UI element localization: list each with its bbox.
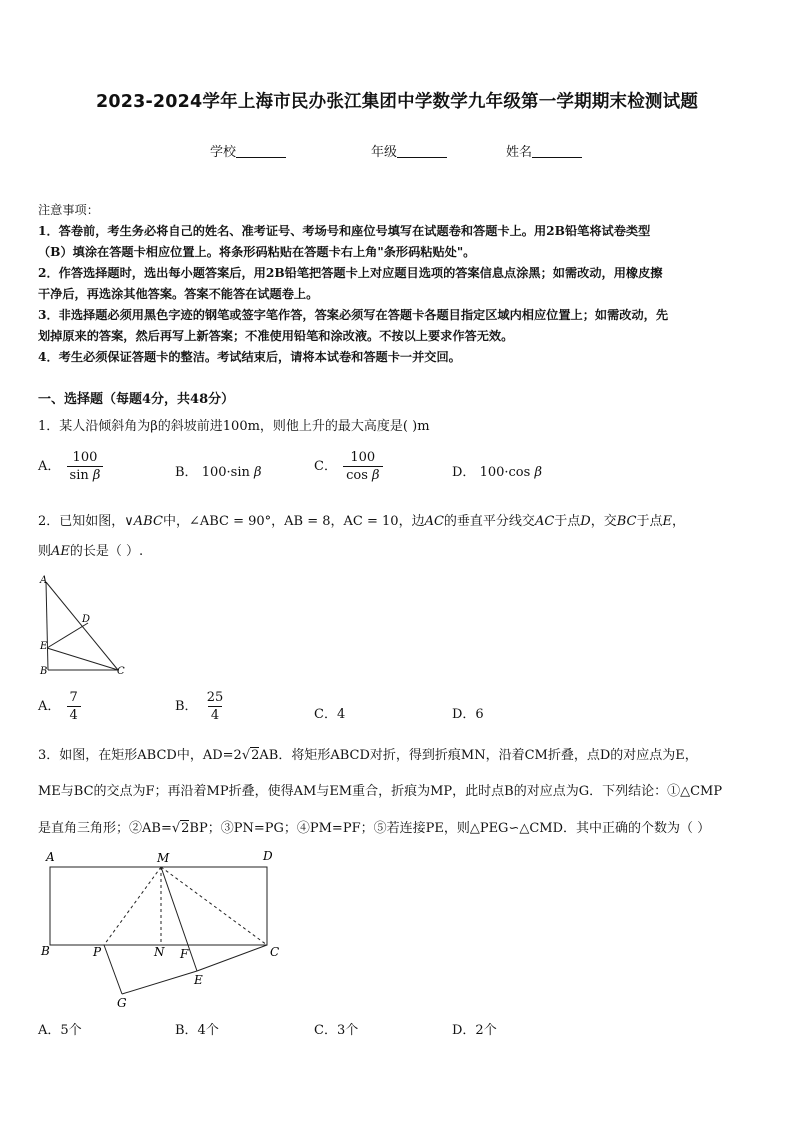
label-d: D [82,614,91,625]
point: D [580,514,591,529]
name-field[interactable] [506,141,582,160]
numerator: 7 [69,690,78,705]
q1-option-d[interactable] [452,461,542,480]
notice-line: 2．作答选择题时，选出每小题答案后，用2B铅笔把答题卡上对应题目选项的答案信息点涂黑；如需改动，用橡皮擦 [38,266,663,280]
option-letter: B． [175,465,198,480]
denominator [343,466,382,483]
name-label: 姓名 [506,145,533,160]
label-a: A [46,850,55,864]
q1-option-b[interactable] [175,461,262,480]
fraction [67,690,81,723]
notice-line: 1．答卷前，考生务必将自己的姓名、准考证号、考场号和座位号填写在试题卷和答题卡上。用2B铅笔将试卷类型 [38,224,651,238]
segment-ge [122,971,197,994]
grade-label: 年级 [371,145,398,160]
expr: 100·sin [201,465,250,480]
numerator: 100 [72,450,98,465]
label-b: B [40,666,48,677]
notice-line: 划掉原来的答案，然后再写上新答案；不准使用铅笔和涂改液。不按以上要求作答无效。 [38,329,514,343]
q3-option-c[interactable]: C．3个 [314,1023,359,1038]
segment-me [161,867,197,971]
sqrt-value: 2 [251,748,260,763]
fraction [204,690,227,723]
q3-option-b[interactable]: B．4个 [175,1023,219,1038]
beta: β [534,465,542,480]
label-m: M [157,851,170,865]
q1-option-a[interactable] [38,450,105,483]
text: ，交 [590,514,617,529]
label-p: P [93,945,102,959]
segment: AC [424,514,444,529]
q3-stem-line3 [38,817,710,836]
q3-stem-line1 [38,744,698,763]
label-g: G [117,996,127,1010]
text: 的垂直平分线交 [443,514,535,529]
text: 3．如图，在矩形ABCD中，AD=2 [38,748,242,763]
text: 是直角三角形；②AB= [38,821,172,836]
q3-option-d[interactable]: D．2个 [452,1023,497,1038]
section-heading: 一、选择题（每题4分，共48分） [38,392,235,407]
segment-ec [47,648,118,670]
label-c: C [270,945,280,959]
segment: BC [616,514,637,529]
label-e: E [194,973,203,987]
school-field[interactable] [210,141,286,160]
beta: β [254,465,262,480]
sqrt-sign: √ [171,821,181,836]
expr: 100·cos [479,465,531,480]
fraction [67,450,104,483]
text: ， [672,514,686,529]
segment-ac [46,582,118,670]
label-e: E [40,641,48,652]
notice-line: 3．非选择题必须用黑色字迹的钢笔或签字笔作答，答案必须写在答题卡各题目指定区域内相应位置上；如需改动，先 [38,308,669,322]
school-blank[interactable] [236,144,286,158]
notice-line: 4．考生必须保证答题卡的整洁。考试结束后，请将本试卷和答题卡一并交回。 [38,350,461,364]
fraction [343,450,382,483]
text: 则 [38,544,52,559]
cos-text: cos [346,468,368,483]
text: 于点 [554,514,581,529]
name-blank[interactable] [532,144,582,158]
numerator: 100 [350,450,376,465]
q3-figure [36,846,286,1012]
text: 于点 [636,514,663,529]
notice-line: 干净后，再选涂其他答案。答案不能答在试题卷上。 [38,287,319,301]
q3-stem-line2: ME与BC的交点为F；再沿着MP折叠，使得AM与EM重合，折痕为MP，此时点B的对应点为G．下列结论：①△CMP [38,784,723,799]
notice-section [38,200,668,368]
option-letter: C． [314,459,337,474]
page-title: 2023-2024学年上海市民办张江集团中学数学九年级第一学期期末检测试题 [95,92,699,112]
label-f: F [180,947,189,961]
segment: AC [534,514,555,529]
option-letter: A． [38,699,61,714]
q2-option-c[interactable]: C．4 [314,707,346,722]
beta: β [92,468,101,483]
notice-heading: 注意事项： [38,203,99,217]
beta: β [372,468,380,483]
denominator: 4 [208,706,222,723]
numerator: 25 [206,690,224,705]
q2-option-b[interactable] [175,690,228,723]
q1-option-c[interactable] [314,450,385,483]
segment-mc [161,867,267,945]
q3-option-a[interactable]: A．5个 [38,1023,82,1038]
q2-stem-line1 [38,510,685,529]
perp-bisector [47,623,88,648]
q2-figure [34,572,130,680]
denominator: 4 [67,706,81,723]
school-label: 学校 [210,145,237,160]
option-letter: A． [38,459,61,474]
text: 的长是（ ）. [69,544,144,559]
label-d: D [263,849,273,863]
segment-ab [46,582,48,670]
q2-option-a[interactable] [38,690,83,723]
point: E [662,514,673,529]
rectangle-abcd [50,867,267,945]
label-b: B [41,944,50,958]
grade-blank[interactable] [397,144,447,158]
notice-line: （B）填涂在答题卡相应位置上。将条形码粘贴在答题卡右上角"条形码粘贴处"。 [38,245,476,259]
q1-stem: 1．某人沿倾斜角为β的斜坡前进100m，则他上升的最大高度是( )m [38,419,430,434]
text: 中，∠ABC = 90°，AB = 8，AC = 10，边 [162,514,425,529]
label-n: N [154,945,165,959]
sin-text: sin [69,468,89,483]
text: BP；③PN=PG；④PM=PF；⑤若连接PE，则△PEG∽△CMD．其中正确的个数为（ ） [189,821,711,836]
label-a: A [40,575,48,586]
option-letter: B． [175,699,198,714]
option-letter: D． [452,465,476,480]
denominator [67,466,104,483]
q2-stem-line2 [38,540,143,559]
text: AB．将矩形ABCD对折，得到折痕MN，沿着CM折叠，点D的对应点为E， [259,748,698,763]
triangle: ∨ABC [124,514,163,529]
segment: AE [51,544,70,559]
sqrt-sign: √ [241,748,251,763]
q2-option-d[interactable]: D．6 [452,707,484,722]
sqrt-value: 2 [181,821,190,836]
segment-pg [104,945,122,994]
text: 2．已知如图， [38,514,125,529]
label-c: C [117,666,125,677]
segment-ec [197,945,267,971]
segment-mp [104,867,161,945]
grade-field[interactable] [371,141,447,160]
